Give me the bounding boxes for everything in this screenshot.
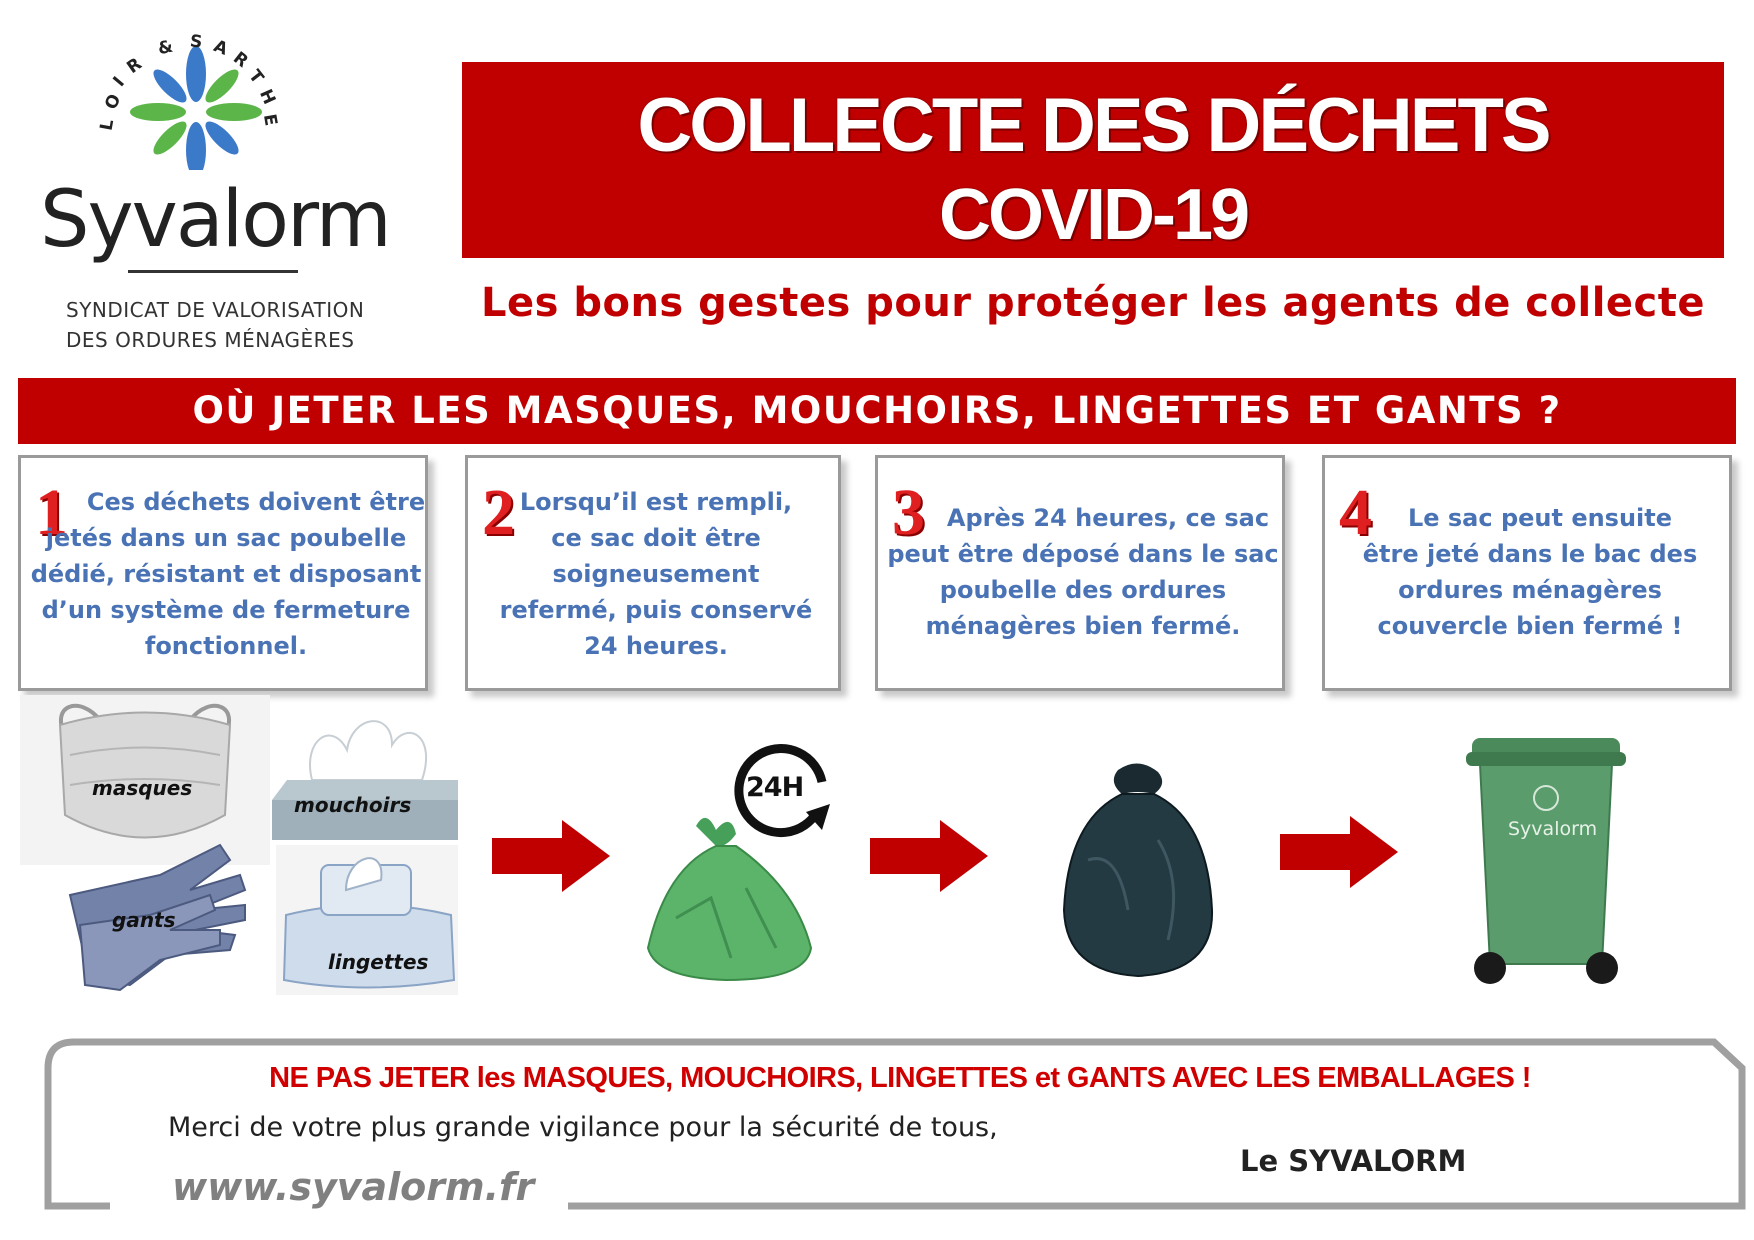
section-banner: OÙ JETER LES MASQUES, MOUCHOIRS, LINGETTES ET GANTS ?: [18, 378, 1736, 444]
step-text-line: peut être déposé dans le sac: [887, 540, 1279, 568]
step-text-line: Lorsqu’il est rempli,: [519, 488, 793, 516]
logo-arc-letter: A: [210, 36, 231, 60]
step-text-line: ordures ménagères: [1398, 576, 1662, 604]
logo-arc-letter: H: [255, 86, 280, 108]
step-card-3: [875, 455, 1285, 691]
logo-divider: [128, 270, 298, 273]
step-text-line: Ces déchets doivent être: [86, 488, 426, 516]
wipes-label: lingettes: [328, 950, 429, 974]
logo-subtitle-line1: SYNDICAT DE VALORISATION: [66, 298, 365, 322]
tissues-icon: [272, 710, 458, 840]
step-text: [878, 500, 1288, 644]
header-title-box: [462, 62, 1724, 258]
step-text-line: fonctionnel.: [144, 632, 308, 660]
step-card-4: [1322, 455, 1732, 691]
logo-arc-letter: R: [229, 48, 252, 72]
step-card-2: [465, 455, 841, 691]
step-number: 3: [892, 476, 925, 549]
arrow-right-icon: [492, 820, 612, 892]
page-subtitle: Les bons gestes pour protéger les agents de collecte: [480, 280, 1706, 326]
logo-subtitle-line2: DES ORDURES MÉNAGÈRES: [66, 328, 355, 352]
arrow-right-icon: [870, 820, 990, 892]
step-text-line: couvercle bien fermé !: [1377, 612, 1683, 640]
step-card-1: [18, 455, 428, 691]
logo-arc-letter: O: [101, 91, 126, 113]
step-text-line: Après 24 heures, ce sac: [946, 504, 1270, 532]
step-text-line: jetés dans un sac poubelle: [45, 524, 407, 552]
arrow-right-icon: [1280, 816, 1400, 888]
logo-arc-letter: &: [156, 36, 175, 60]
syvalorm-logo: [30, 20, 420, 360]
footer-website-link[interactable]: www.syvalorm.fr: [172, 1165, 535, 1209]
footer-signature: Le SYVALORM: [1240, 1144, 1467, 1178]
step-text-line: être jeté dans le bac des: [1362, 540, 1698, 568]
logo-arc-letter: S: [188, 31, 204, 53]
step-number: 1: [35, 476, 68, 549]
step-text: [1325, 500, 1735, 644]
tissues-label: mouchoirs: [294, 793, 412, 817]
footer-thanks: Merci de votre plus grande vigilance pour la sécurité de tous,: [168, 1112, 998, 1143]
step-text-line: Le sac peut ensuite: [1407, 504, 1673, 532]
step-text-line: soigneusement: [552, 560, 760, 588]
black-bag-icon: [1058, 760, 1218, 982]
step-text: [468, 484, 844, 664]
logo-arc-letter: E: [258, 112, 281, 128]
step-number: 2: [482, 476, 515, 549]
step-text-line: poubelle des ordures: [939, 576, 1227, 604]
bin-logo-text: Syvalorm: [1508, 818, 1598, 840]
step-number: 4: [1339, 476, 1372, 549]
logo-arc-letter: L: [96, 117, 119, 133]
page-title-covid: COVID-19: [938, 175, 1248, 255]
logo-wordmark: Syvalorm: [40, 175, 390, 265]
step-text-line: dédié, résistant et disposant: [30, 560, 422, 588]
step-text: [21, 484, 431, 664]
masks-label: masques: [92, 776, 193, 800]
gloves-label: gants: [112, 908, 176, 932]
timer-label: 24H: [746, 772, 804, 803]
step-text-line: ce sac doit être: [551, 524, 761, 552]
logo-arc-letter: R: [123, 54, 146, 78]
step-text-line: 24 heures.: [584, 632, 728, 660]
step-text-line: ménagères bien fermé.: [925, 612, 1241, 640]
wheelie-bin-icon: [1466, 728, 1626, 990]
logo-arc-letter: I: [109, 73, 129, 91]
step-text-line: refermé, puis conservé: [499, 596, 813, 624]
footer-warning: NE PAS JETER les MASQUES, MOUCHOIRS, LINGETTES et GANTS AVEC LES EMBALLAGES !: [269, 1062, 1531, 1094]
logo-arc-letter: T: [244, 66, 268, 88]
page-title: COLLECTE DES DÉCHETS: [637, 83, 1549, 168]
step-text-line: d’un système de fermeture: [41, 596, 411, 624]
